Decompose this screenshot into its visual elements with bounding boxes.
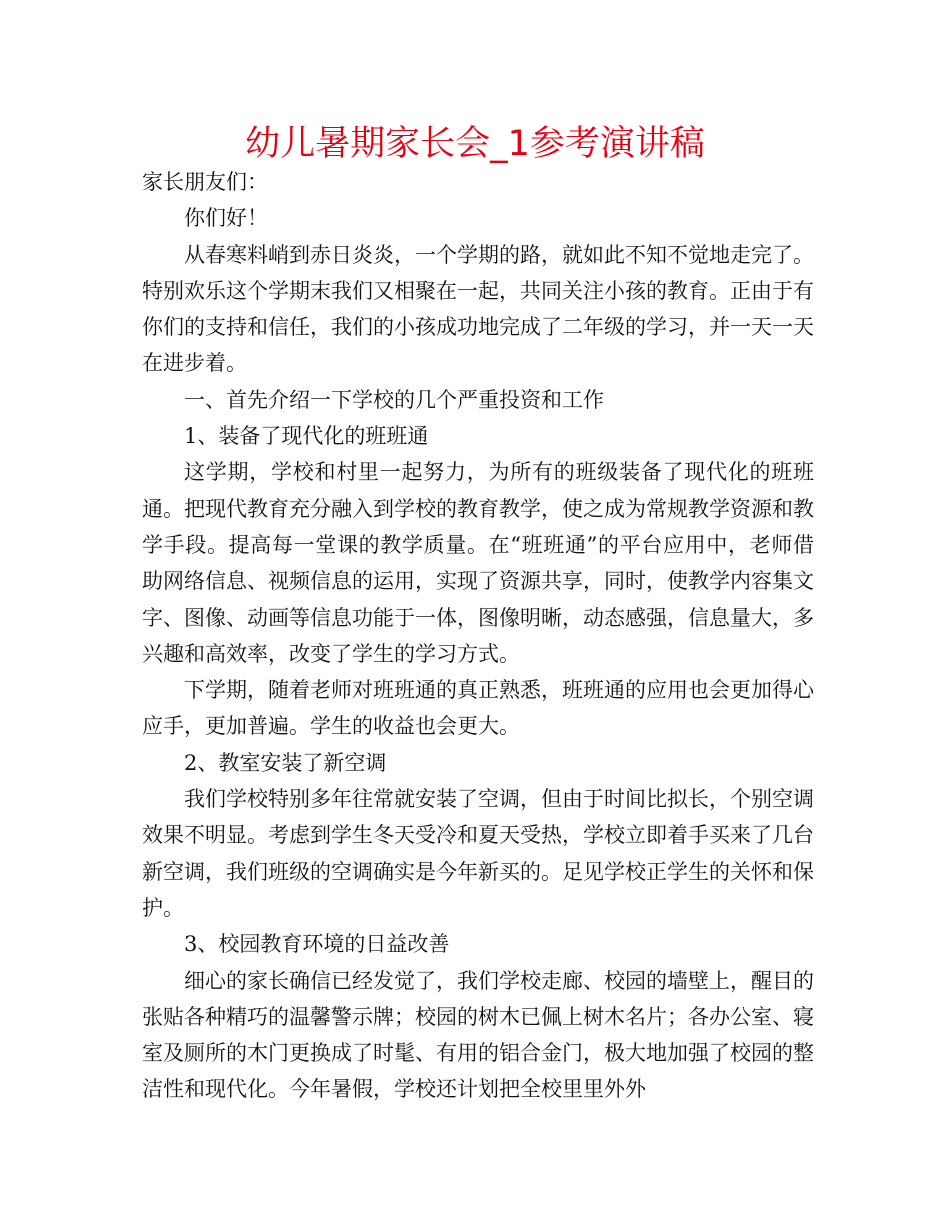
paragraph-air-conditioning: 我们学校特别多年往常就安装了空调，但由于时间比拟长，个别空调效果不明显。考虑到学生冬天受冷和夏天受热，学校立即着手买来了几台新空调，我们班级的空调确实是今年新买的。足见学校正学生的关怀和保护。	[142, 787, 814, 920]
salutation: 家长朋友们：	[142, 170, 268, 194]
greeting: 你们好！	[184, 206, 268, 231]
subheading-3: 3、校园教育环境的日益改善	[184, 932, 450, 957]
subheading-2: 2、教室安装了新空调	[184, 750, 387, 775]
paragraph-campus-environment: 细心的家长确信已经发觉了，我们学校走廊、校园的墙壁上，醒目的张贴各种精巧的温馨警示牌；校园的树木已佩上树木名片；各办公室、寝室及厕所的木门更换成了时髦、有用的铝合金门，极大地加强了校园的整洁性和现代化。今年暑假，学校还计划把全校里里外外	[142, 968, 814, 1102]
paragraph-next-term: 下学期，随着老师对班班通的真正熟悉，班班通的应用也会更加得心应手，更加普遍。学生的收益也会更大。	[142, 678, 814, 739]
document-title: 幼儿暑期家长会_1参考演讲稿	[245, 124, 705, 164]
subheading-1: 1、装备了现代化的班班通	[184, 424, 429, 449]
section-heading: 一、首先介绍一下学校的几个严重投资和工作	[184, 387, 604, 412]
paragraph-banbantong: 这学期，学校和村里一起努力，为所有的班级装备了现代化的班班通。把现代教育充分融入到学校的教育教学，使之成为常规教学资源和教学手段。提高每一堂课的教学质量。在“班班通”的平台应用中，老师借助网络信息、视频信息的运用，实现了资源共享，同时，使教学内容集文字、图像、动画等信息功能于一体，图像明晰，动态感强，信息量大，多兴趣和高效率，改变了学生的学习方式。	[142, 460, 814, 666]
document-body	[142, 164, 814, 1108]
paragraph-intro: 从春寒料峭到赤日炎炎，一个学期的路，就如此不知不觉地走完了。特别欢乐这个学期末我们又相聚在一起，共同关注小孩的教育。正由于有你们的支持和信任，我们的小孩成功地完成了二年级的学习，并一天一天在进步着。	[142, 242, 814, 376]
